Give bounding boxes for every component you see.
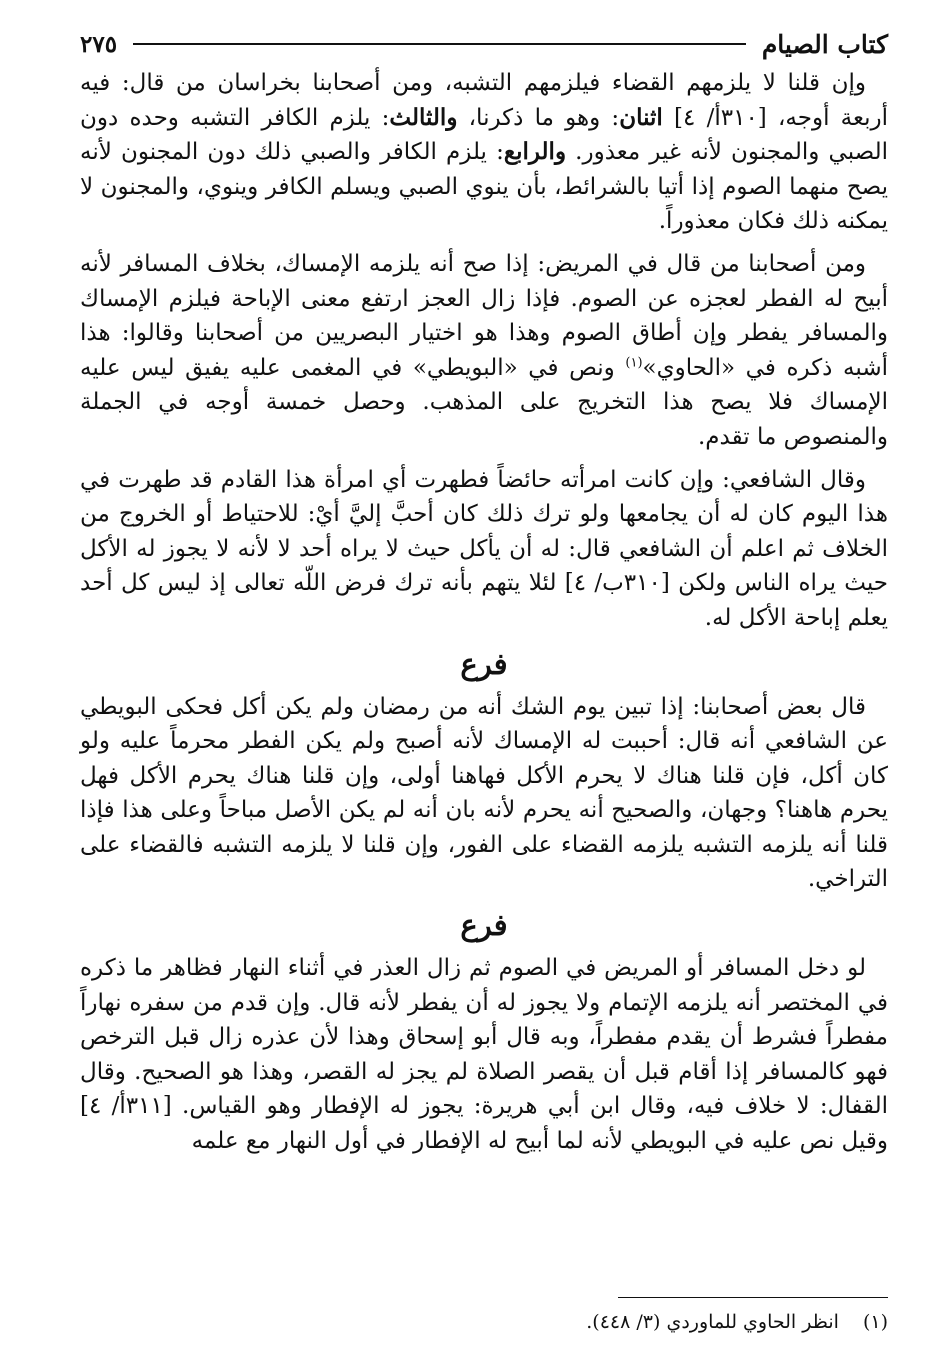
main-paragraphs (80, 66, 888, 636)
text-segment: وقال الشافعي: وإن كانت امرأته حائضاً فطهرت أي امرأة هذا القادم قد طهرت في هذا اليوم كان له أن يجامعها ولو ترك ذلك كان أحبَّ إليَّ أيْ: للاحتياط أو الخروج من الخلاف ثم اعلم أن الشافعي قال: له أن يأكل حيث لا يراه أحد لا لأنه لا يجوز له الأكل حيث يراه الناس ولكن [٣١٠ب/ ٤] لئلا يتهم بأنه ترك فرض اللّه تعالى إذ ليس كل أحد يعلم إباحة الأكل له. (80, 466, 889, 631)
book-title: كتاب الصيام (761, 29, 888, 59)
paragraph (80, 247, 888, 455)
section1-paragraphs (80, 690, 888, 898)
text-segment: : يلزم الكافر والصبي ذلك دون المجنون لأنه يصح منهما الصوم إذا أتيا بالشرائط، بأن ينوي الصبي ويسلم الكافر وينوي، والمجنون لا يمكنه ذلك فكان معذوراً. (80, 139, 888, 235)
header-rule (133, 43, 746, 45)
text-segment: ونص في «البويطي» في المغمى عليه يفيق ليس عليه الإمساك فلا يصح هذا التخريج على المذهب. وحصل خمسة أوجه في الجملة والمنصوص ما تقدم. (80, 354, 888, 450)
footnote-reference: (١) (625, 355, 643, 371)
footnote-rule (618, 1297, 888, 1298)
text-segment: قال بعض أصحابنا: إذا تبين يوم الشك أنه من رمضان ولم يكن أكل فحكى البويطي عن الشافعي أنه قال: أحببت له الإمساك لأنه أصبح ولم يكن الفطر محرماً عليه ولو كان أكل، فإن قلنا هناك لا يحرم الأكل فهاهنا أولى، وإن قلنا هناك يحرم الأكل فهل يحرم هاهنا؟ وجهان، والصحيح أنه يحرم لأنه بان أنه لم يكن الأصل مباحاً وعلى هذا فإذا قلنا أنه يلزمه التشبه يلزمه القضاء على الفور، وإن قلنا لا يلزمه التشبه فالقضاء على التراخي. (80, 693, 888, 893)
running-head (80, 22, 888, 66)
footnote-text: انظر الحاوي للماوردي (٣/ ٤٤٨). (586, 1311, 839, 1333)
paragraph (80, 66, 888, 239)
section-title-2: فرع (460, 908, 508, 943)
footnote (586, 1308, 888, 1336)
paragraph (80, 690, 888, 898)
section-title-1: فرع (460, 646, 508, 681)
bold-term: اثنان (619, 103, 663, 131)
page-number: ٢٧٥ (80, 30, 118, 58)
section2-paragraphs (80, 951, 888, 1159)
bold-term: والرابع (503, 138, 567, 166)
text-segment: وإن قلنا لا يلزمهم القضاء فيلزمهم التشبه، ومن أصحابنا بخراسان من قال: فيه أربعة أوجه، [٣١٠أ/ ٤] (80, 70, 888, 131)
body-text (80, 66, 888, 1159)
text-segment: : يلزم الكافر التشبه وحده دون الصبي والمجنون لأنه غير معذور. (80, 104, 888, 166)
footnote-number: (١) (862, 1311, 888, 1333)
bold-term: والثالث (389, 103, 458, 131)
text-segment: : وهو ما ذكرنا، (457, 104, 620, 131)
paragraph (80, 951, 888, 1159)
text-segment: لو دخل المسافر أو المريض في الصوم ثم زال العذر في أثناء النهار فظاهر ما ذكره في المختصر أنه يلزمه الإتمام ولا يجوز له أن يفطر لأنه قال. وإن قدم من سفره نهاراً مفطراً فشرط أن يقدم مفطراً، وبه قال أبو إسحاق وهذا لأن عذره زال قبل الترخص فهو كالمسافر إذا أقام قبل أن يقصر الصلاة لم يجز له القصر، وهذا هو الصحيح. وقال القفال: لا خلاف فيه، وقال ابن أبي هريرة: يجوز له الإفطار وهو القياس. [٣١١أ/ ٤] وقيل نص عليه في البويطي لأنه لما أبيح له الإفطار في أول النهار مع علمه (80, 955, 888, 1155)
page (80, 22, 888, 1342)
paragraph (80, 463, 888, 636)
text-segment: ومن أصحابنا من قال في المريض: إذا صح أنه يلزمه الإمساك، بخلاف المسافر لأنه أبيح له الفطر لعجزه عن الصوم. فإذا زال العجز ارتفع معنى الإباحة فيلزم الإمساك والمسافر يفطر وإن أطاق الصوم وهذا هو اختيار البصريين من أصحابنا وقالوا: هذا أشبه ذكره في «الحاوي» (80, 250, 888, 381)
